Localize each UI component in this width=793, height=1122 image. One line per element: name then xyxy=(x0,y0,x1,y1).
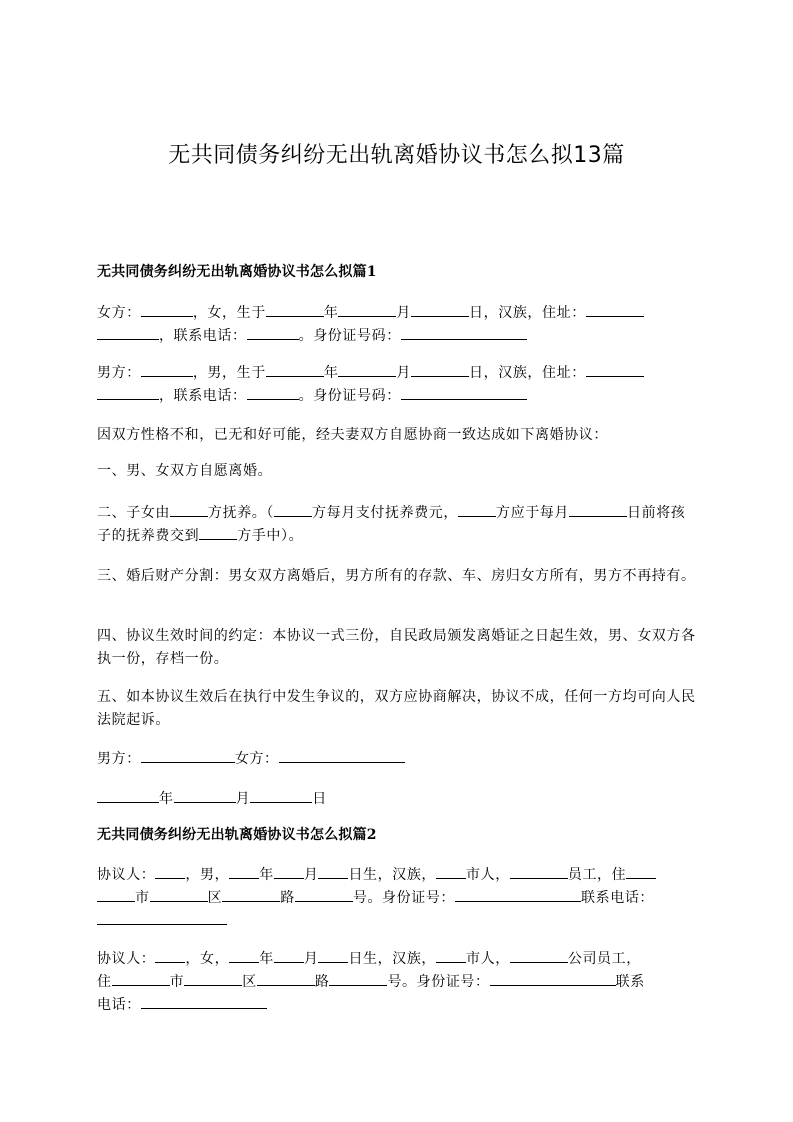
text-fragment: 市 xyxy=(135,890,150,906)
clause-4: 四、协议生效时间的约定：本协议一式三份，自民政局颁发离婚证之日起生效，男、女双方各执一份，存档一份。 xyxy=(97,628,696,667)
fill-in-blank[interactable] xyxy=(141,302,193,317)
fill-in-blank[interactable] xyxy=(97,385,159,400)
female-info-paragraph xyxy=(97,302,697,348)
text-fragment: ，男，生于 xyxy=(192,365,266,381)
document-title: 无共同债务纠纷无出轨离婚协议书怎么拟13篇 xyxy=(168,143,625,168)
fill-in-blank[interactable] xyxy=(222,887,280,902)
fill-in-blank[interactable] xyxy=(455,887,581,902)
text-fragment: 联系 xyxy=(615,974,645,990)
fill-in-blank[interactable] xyxy=(338,362,396,377)
text-fragment: 方手中）。 xyxy=(237,528,304,544)
date-line xyxy=(97,788,697,811)
text-fragment: ，女，生于 xyxy=(192,305,266,321)
text-fragment: 路 xyxy=(280,890,295,906)
text-fragment: 日生，汉族， xyxy=(348,867,437,883)
fill-in-blank[interactable] xyxy=(411,362,469,377)
text-fragment: 日前将孩子的抚养费交到 xyxy=(97,505,686,544)
text-fragment: 月 xyxy=(303,951,319,967)
fill-in-blank[interactable] xyxy=(250,788,312,803)
fill-in-blank[interactable] xyxy=(141,748,235,763)
text-fragment: 女方： xyxy=(234,751,279,767)
fill-in-blank[interactable] xyxy=(274,502,312,517)
party2-info-paragraph xyxy=(97,948,697,1017)
text-fragment: 月 xyxy=(303,867,319,883)
text-fragment: 男方： xyxy=(97,365,141,381)
fill-in-blank[interactable] xyxy=(229,948,259,963)
text-fragment: 月 xyxy=(396,365,412,381)
fill-in-blank[interactable] xyxy=(266,362,324,377)
fill-in-blank[interactable] xyxy=(279,748,405,763)
fill-in-blank[interactable] xyxy=(184,971,242,986)
text-fragment: 号。身份证号： xyxy=(387,974,490,990)
text-fragment: 公司员工， xyxy=(567,951,641,967)
fill-in-blank[interactable] xyxy=(155,864,185,879)
clause-3: 三、婚后财产分割：男女双方离婚后，男方所有的存款、车、房归女方所有，男方不再持有。 xyxy=(97,568,696,584)
fill-in-blank[interactable] xyxy=(97,887,135,902)
text-fragment: ，联系电话： xyxy=(159,328,247,344)
fill-in-blank[interactable] xyxy=(266,302,324,317)
fill-in-blank[interactable] xyxy=(458,502,496,517)
fill-in-blank[interactable] xyxy=(97,325,159,340)
clause-1: 一、男、女双方自愿离婚。 xyxy=(97,463,273,479)
fill-in-blank[interactable] xyxy=(141,362,193,377)
text-fragment: 市人， xyxy=(466,867,510,883)
fill-in-blank[interactable] xyxy=(150,887,208,902)
fill-in-blank[interactable] xyxy=(274,864,304,879)
text-fragment: 方应于每月 xyxy=(496,505,569,521)
fill-in-blank[interactable] xyxy=(436,948,466,963)
text-fragment: 协议人： xyxy=(97,951,156,967)
fill-in-blank[interactable] xyxy=(274,948,304,963)
text-fragment: 日，汉族，住址： xyxy=(469,365,586,381)
fill-in-blank[interactable] xyxy=(510,864,568,879)
text-fragment: 男方： xyxy=(97,751,141,767)
fill-in-blank[interactable] xyxy=(436,864,466,879)
signature-line xyxy=(97,748,697,771)
fill-in-blank[interactable] xyxy=(318,864,348,879)
fill-in-blank[interactable] xyxy=(247,385,299,400)
fill-in-blank[interactable] xyxy=(411,302,469,317)
fill-in-blank[interactable] xyxy=(586,362,644,377)
agreement-intro: 因双方性格不和，已无和好可能，经夫妻双方自愿协商一致达成如下离婚协议： xyxy=(97,427,608,443)
fill-in-blank[interactable] xyxy=(490,971,616,986)
fill-in-blank[interactable] xyxy=(586,302,644,317)
fill-in-blank[interactable] xyxy=(97,788,159,803)
fill-in-blank[interactable] xyxy=(170,502,208,517)
fill-in-blank[interactable] xyxy=(112,971,170,986)
text-fragment: ，男， xyxy=(185,867,230,883)
fill-in-blank[interactable] xyxy=(626,864,656,879)
fill-in-blank[interactable] xyxy=(401,385,527,400)
text-fragment: 日 xyxy=(312,791,327,807)
fill-in-blank[interactable] xyxy=(257,971,315,986)
fill-in-blank[interactable] xyxy=(338,302,396,317)
text-fragment: 年 xyxy=(259,951,274,967)
section2-heading: 无共同债务纠纷无出轨离婚协议书怎么拟篇2 xyxy=(97,827,377,843)
text-fragment: 联系电话： xyxy=(581,890,655,906)
party1-info-paragraph xyxy=(97,864,697,933)
section1-heading: 无共同债务纠纷无出轨离婚协议书怎么拟篇1 xyxy=(97,264,377,280)
text-fragment: 月 xyxy=(235,791,251,807)
text-fragment: 住 xyxy=(97,974,112,990)
text-fragment: 日，汉族，住址： xyxy=(469,305,586,321)
fill-in-blank[interactable] xyxy=(510,948,568,963)
text-fragment: 市 xyxy=(169,974,185,990)
text-fragment: 方每月支付抚养费元， xyxy=(312,505,458,521)
text-fragment: 。身份证号码： xyxy=(298,328,401,344)
fill-in-blank[interactable] xyxy=(141,994,267,1009)
text-fragment: 号。身份证号： xyxy=(352,890,456,906)
text-fragment: 年 xyxy=(259,867,274,883)
fill-in-blank[interactable] xyxy=(174,788,236,803)
fill-in-blank[interactable] xyxy=(318,948,348,963)
clause-5: 五、如本协议生效后在执行中发生争议的，双方应协商解决，协议不成，任何一方均可向人民法院起诉。 xyxy=(97,689,696,728)
text-fragment: 电话： xyxy=(97,997,141,1013)
clause-2 xyxy=(97,502,697,548)
fill-in-blank[interactable] xyxy=(295,887,353,902)
text-fragment: 路 xyxy=(314,974,330,990)
text-fragment: 方抚养。（ xyxy=(208,505,274,521)
text-fragment: ，女， xyxy=(185,951,230,967)
text-fragment: 员工，住 xyxy=(567,867,627,883)
text-fragment: 区 xyxy=(242,974,257,990)
fill-in-blank[interactable] xyxy=(199,525,237,540)
text-fragment: 年 xyxy=(323,305,339,321)
fill-in-blank[interactable] xyxy=(97,910,227,925)
fill-in-blank[interactable] xyxy=(569,502,627,517)
fill-in-blank[interactable] xyxy=(155,948,185,963)
fill-in-blank[interactable] xyxy=(329,971,387,986)
text-fragment: 女方： xyxy=(97,305,141,321)
text-fragment: 年 xyxy=(323,365,339,381)
text-fragment: 。身份证号码： xyxy=(298,388,401,404)
text-fragment: 区 xyxy=(207,890,223,906)
text-fragment: 日生，汉族， xyxy=(348,951,437,967)
text-fragment: 月 xyxy=(396,305,412,321)
text-fragment: ，联系电话： xyxy=(159,388,247,404)
male-info-paragraph xyxy=(97,362,697,408)
text-fragment: 协议人： xyxy=(97,867,156,883)
text-fragment: 市人， xyxy=(466,951,510,967)
fill-in-blank[interactable] xyxy=(401,325,527,340)
text-fragment: 二、子女由 xyxy=(97,505,170,521)
text-fragment: 年 xyxy=(159,791,174,807)
fill-in-blank[interactable] xyxy=(247,325,299,340)
fill-in-blank[interactable] xyxy=(229,864,259,879)
